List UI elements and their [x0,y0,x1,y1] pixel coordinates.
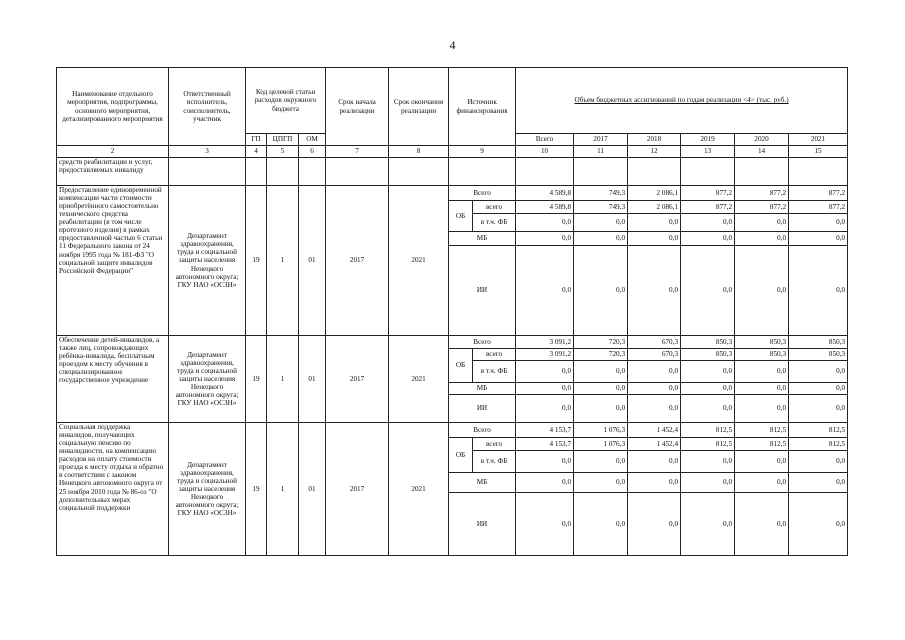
page-number: 4 [449,38,456,52]
amount-cell: 0,0 [516,493,574,556]
amount-cell: 2 086,1 [628,201,681,214]
source-label: Всего [449,423,516,438]
amount-cell: 670,3 [628,349,681,361]
amount-cell: 0,0 [735,232,789,246]
event-name: Предоставление единовременной компенсации части стоимости приобретённого самостоятельно технического средства реабилитации (в том числе протезного изделия) в рамках предоставленной частью 6 статьи 11 Федерального закона от 24 ноября 1995 года № 181-ФЗ "О социальной защите инвалидов Российской Федерации" [57,186,169,336]
amount-cell: 0,0 [516,232,574,246]
header-year: 2021 [789,134,848,146]
end-year: 2021 [389,336,449,423]
header-year: 2017 [574,134,628,146]
source-ob-label: ОБ [449,201,473,232]
header-source: Источник финансирования [449,68,516,146]
column-number: 2 [57,146,169,158]
amount-cell: 0,0 [516,361,574,383]
code-om: 01 [299,336,326,423]
amount-cell: 0,0 [628,383,681,395]
source-label: всего [473,438,516,451]
amount-cell: 0,0 [789,214,848,232]
amount-cell: 812,5 [789,423,848,438]
amount-cell: 812,5 [735,423,789,438]
amount-cell: 0,0 [735,493,789,556]
amount-cell: 850,3 [681,336,735,349]
amount-cell: 0,0 [735,246,789,336]
code-om: 01 [299,186,326,336]
amount-cell: 812,5 [681,438,735,451]
code-om: 01 [299,423,326,556]
column-number: 5 [267,146,299,158]
amount-cell: 0,0 [789,473,848,493]
source-label: Всего [449,336,516,349]
column-number: 4 [246,146,267,158]
amount-cell: 4 153,7 [516,438,574,451]
amount-cell: 4 589,8 [516,201,574,214]
amount-cell: 0,0 [789,232,848,246]
amount-cell: 0,0 [681,493,735,556]
header-name: Наименование отдельного мероприятия, подпрограммы, основного мероприятия, детализированного мероприятия [57,68,169,146]
amount-cell: 0,0 [789,451,848,473]
column-number: 9 [449,146,516,158]
amount-cell: 0,0 [574,232,628,246]
source-label: МБ [449,232,516,246]
column-number: 7 [326,146,389,158]
amount-cell: 0,0 [574,473,628,493]
amount-cell: 0,0 [628,214,681,232]
event-executor: Департамент здравоохранения, труда и социальной защиты населения Ненецкого автономного округа; ГКУ НАО «ОСЗН» [169,186,246,336]
start-year: 2017 [326,336,389,423]
event-executor: Департамент здравоохранения, труда и социальной защиты населения Ненецкого автономного округа; ГКУ НАО «ОСЗН» [169,336,246,423]
header-gp: ГП [246,134,267,146]
column-number-row [57,146,848,158]
amount-cell: 0,0 [628,451,681,473]
amount-cell: 0,0 [681,246,735,336]
column-number: 8 [389,146,449,158]
event-name: Обеспечение детей-инвалидов, а также лиц, сопровождающих ребёнка-инвалида, бесплатным проездом к месту обучения в специализированное государственное учреждение [57,336,169,423]
amount-cell: 0,0 [574,361,628,383]
amount-cell: 0,0 [574,383,628,395]
amount-cell: 2 086,1 [628,186,681,201]
measure-row-total [57,336,848,349]
amount-cell: 0,0 [574,246,628,336]
header-code: Код целевой статьи расходов окружного бюджета [246,68,326,134]
source-label: всего [473,349,516,361]
amount-cell: 0,0 [681,361,735,383]
source-label: всего [473,201,516,214]
amount-cell: 0,0 [789,246,848,336]
event-executor: Департамент здравоохранения, труда и социальной защиты населения Ненецкого автономного округа; ГКУ НАО «ОСЗН» [169,423,246,556]
amount-cell: 4 153,7 [516,423,574,438]
amount-cell: 877,2 [735,186,789,201]
amount-cell: 0,0 [516,246,574,336]
code-gp: 19 [246,186,267,336]
column-number: 6 [299,146,326,158]
amount-cell: 0,0 [681,214,735,232]
source-label: ИИ [449,493,516,556]
header-year: 2019 [681,134,735,146]
source-label: Всего [449,186,516,201]
amount-cell: 850,3 [789,349,848,361]
amount-cell: 749,3 [574,201,628,214]
header-year: 2018 [628,134,681,146]
amount-cell: 0,0 [516,473,574,493]
code-gp: 19 [246,336,267,423]
amount-cell: 0,0 [574,214,628,232]
amount-cell: 877,2 [789,186,848,201]
amount-cell: 0,0 [574,395,628,423]
header-end: Срок окончания реализации [389,68,449,146]
header-volume: Объем бюджетных ассигнований по годам реализации <4> (тыс. руб.) [516,68,848,134]
header-total: Всего [516,134,574,146]
amount-cell: 0,0 [516,214,574,232]
amount-cell: 0,0 [735,395,789,423]
header-row [57,68,848,134]
amount-cell: 0,0 [735,451,789,473]
amount-cell: 1 076,3 [574,438,628,451]
amount-cell: 812,5 [735,438,789,451]
amount-cell: 0,0 [516,395,574,423]
amount-cell: 0,0 [628,246,681,336]
column-number: 12 [628,146,681,158]
source-ob-label: ОБ [449,438,473,473]
column-number: 15 [789,146,848,158]
amount-cell: 0,0 [735,473,789,493]
measure-row-total [57,423,848,438]
amount-cell: 0,0 [628,473,681,493]
source-label: МБ [449,383,516,395]
code-gp: 19 [246,423,267,556]
budget-table [56,67,848,556]
start-year: 2017 [326,423,389,556]
source-label: в т.ч. ФБ [473,451,516,473]
measure-row-total [57,186,848,201]
amount-cell: 1 076,3 [574,423,628,438]
amount-cell: 812,5 [681,423,735,438]
code-cpgp: 1 [267,336,299,423]
column-number: 10 [516,146,574,158]
amount-cell: 877,2 [681,186,735,201]
amount-cell: 4 589,8 [516,186,574,201]
amount-cell: 3 091,2 [516,349,574,361]
header-year: 2020 [735,134,789,146]
amount-cell: 0,0 [628,493,681,556]
source-label: ИИ [449,395,516,423]
amount-cell: 850,3 [789,336,848,349]
source-ob-label: ОБ [449,349,473,383]
amount-cell: 877,2 [735,201,789,214]
amount-cell: 0,0 [681,395,735,423]
header-start: Срок начала реализации [326,68,389,146]
amount-cell: 0,0 [735,361,789,383]
amount-cell: 0,0 [574,493,628,556]
amount-cell: 0,0 [735,214,789,232]
amount-cell: 850,3 [735,336,789,349]
source-label: МБ [449,473,516,493]
amount-cell: 0,0 [681,232,735,246]
header-cpgp: ЦПГП [267,134,299,146]
amount-cell: 0,0 [789,395,848,423]
amount-cell: 749,3 [574,186,628,201]
amount-cell: 0,0 [628,232,681,246]
end-year: 2021 [389,423,449,556]
amount-cell: 877,2 [681,201,735,214]
code-cpgp: 1 [267,423,299,556]
source-label: в т.ч. ФБ [473,361,516,383]
amount-cell: 670,3 [628,336,681,349]
source-label: ИИ [449,246,516,336]
amount-cell: 0,0 [574,451,628,473]
header-executor: Ответственный исполнитель, соисполнитель, участник [169,68,246,146]
continuation-text: средств реабилитации и услуг, предоставляемых инвалиду [57,158,169,186]
amount-cell: 1 452,4 [628,438,681,451]
amount-cell: 3 091,2 [516,336,574,349]
column-number: 13 [681,146,735,158]
amount-cell: 0,0 [789,383,848,395]
amount-cell: 812,5 [789,438,848,451]
source-label: в т.ч. ФБ [473,214,516,232]
amount-cell: 877,2 [789,201,848,214]
amount-cell: 0,0 [516,451,574,473]
amount-cell: 0,0 [735,383,789,395]
amount-cell: 0,0 [628,361,681,383]
amount-cell: 1 452,4 [628,423,681,438]
column-number: 14 [735,146,789,158]
event-name: Социальная поддержка инвалидов, получающих социальную пенсию по инвалидности, на компенсацию расходов на оплату стоимости проезда к месту отдыха и обратно в соответствии с законом Ненецкого автономного округа от 25 ноября 2010 года № 86-оз "О дополнительных мерах социальной поддержки [57,423,169,556]
amount-cell: 0,0 [789,493,848,556]
amount-cell: 850,3 [735,349,789,361]
column-number: 11 [574,146,628,158]
amount-cell: 0,0 [681,451,735,473]
amount-cell: 720,3 [574,349,628,361]
amount-cell: 720,3 [574,336,628,349]
amount-cell: 0,0 [628,395,681,423]
amount-cell: 0,0 [789,361,848,383]
code-cpgp: 1 [267,186,299,336]
continuation-row [57,158,848,186]
end-year: 2021 [389,186,449,336]
header-om: ОМ [299,134,326,146]
start-year: 2017 [326,186,389,336]
column-number: 3 [169,146,246,158]
amount-cell: 0,0 [681,383,735,395]
amount-cell: 0,0 [516,383,574,395]
amount-cell: 850,3 [681,349,735,361]
amount-cell: 0,0 [681,473,735,493]
